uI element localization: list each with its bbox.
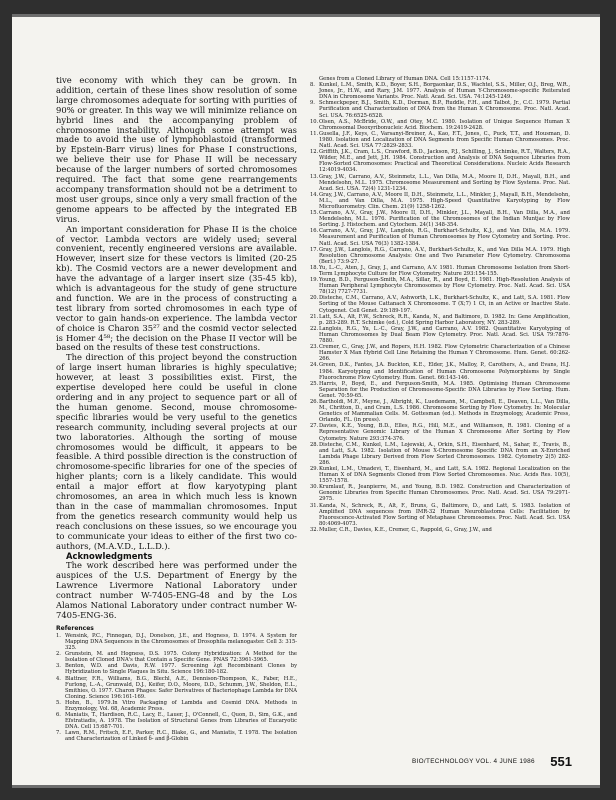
reference-number: 27.: [310, 423, 319, 430]
page-footer: [412, 754, 572, 770]
reference-number: 20.: [310, 295, 319, 302]
body-paragraph: An important consideration for Phase II is the choice of vector. Lambda vectors are widely used; several convenient, recently engineered versions are available. However, insert size for these vectors is limited (20-25 kb). The Cosmid vectors are a newer development and have the advantage of a larger insert size (35-45 kb), which is advantageous for the study of gene structure and function. We are in the process of constructing a test library from sorted chromosomes in each type of vector to gain hands-on experience. The lambda vector of choice is Charon 35²⁷ and the cosmid vector selected is Homer 4⁵⁸; the decision on the Phase II vector will be based on the results of these test constructions.: [56, 223, 297, 353]
reference-text: Schmeckpeper, B.J., Smith, K.D., Dorman, B.P., Ruddle, F.H., and Talbot, Jr., C.C. 1979. Partial Purification and Characterization of DNA from the Human X Chromosome. Proc. Natl. Acad. Sci. USA. 76:6525-6528.: [319, 100, 570, 119]
reference-number: 21.: [310, 313, 319, 320]
scan-edge-bottom: [12, 785, 600, 788]
reference-item: [56, 712, 297, 730]
reference-text: Krumlauf, R., Jeanpierre, M., and Young, B.D. 1982. Construction and Characterization of Genomic Libraries from Specific Human Chromosomes. Proc. Natl. Acad. Sci. USA 79:2971-2975.: [319, 484, 570, 503]
reference-text: Carrano, A.V., Gray, J.W., Langlois, R.G., Burkhart-Schultz, K.J., and Van Dilla, M.A. 1979. Measurement and Purification of Human Chromosomes by Flow Cytometry and Sorting. Proc. Natl. Acad. Sci. USA 76(3) 1382-1384.: [319, 228, 570, 247]
reference-item: [310, 228, 570, 246]
reference-item: [310, 527, 570, 533]
reference-text: Grunstein, M. and Hogness, D.S. 1975. Colony Hybridization: A Method for the Isolation of Cloned DNA's that Contain a Specific Gene. PNAS 72:3961-3965.: [65, 651, 297, 664]
reference-number: 18.: [310, 264, 319, 271]
reference-number: 10.: [310, 118, 319, 125]
reference-item: [310, 295, 570, 313]
reference-number: 3.: [56, 663, 61, 670]
right-column: [310, 76, 570, 533]
reference-item: [310, 131, 570, 149]
reference-text: Benton, W.D. and Davis, R.W. 1977. Screening λgt Recombinant Clones by Hybridization to Single Plaques In Situ. Science 196:180-182.: [65, 663, 297, 676]
scanned-page: [12, 14, 600, 788]
references-list-left: [56, 633, 297, 743]
reference-number: 14.: [310, 191, 319, 198]
reference-item: [56, 730, 297, 742]
reference-text: Wensink, P.C., Finnegan, D.J., Donelson, J.E., and Hogness, D. 1974. A System for Mapping DNA Sequences in the Chromosomes of Drosophila melanogaster. Cell 3: 315-325.: [65, 632, 297, 652]
reference-text: Gray, J.W., Carrano, A.V., Steinmetz, L.L., Van Dilla, M.A., Moore II, D.H., Mayall, B.H., and Mendelsohn, M.L. 1975. Chromosome Measurement and Sorting by Flow Systems. Proc. Nat. Acad. Sci. USA. 72(4) 1231-1234.: [319, 173, 570, 192]
reference-number: 22.: [310, 325, 319, 332]
reference-number: 16.: [310, 228, 319, 235]
reference-text: Lawn, R.M., Fritsch, E.F., Parker, R.C., Blake, G., and Maniatis, T. 1978. The Isolation and Characterization of Linked δ- and β-Globin: [65, 730, 297, 743]
reference-text: Harris, P., Boyd, E., and Ferguson-Smith, M.A. 1985. Optimising Human Chromosome Separation for the Production of Chromosome-Specific DNA Libraries by Flow Sorting. Hum. Genet. 70:59-65.: [319, 380, 570, 399]
reference-number: 15.: [310, 210, 319, 217]
reference-text: Kunkel, L.M., Smith, K.D., Boyer, S.H., Borgaonkar, D.S., Wachtel, S.S., Miller, O.J., Breg, W.R., Jones, Jr., H.W., and Rary, J.M. 1977. Analysis of Human Y-Chromosome-specific Reiterated DNA in Chromosome Variants. Proc. Natl. Acad. Sci. USA. 74:1245-1249.: [319, 82, 570, 101]
reference-text: Kunkel, L.M., Umadevi, T., Eisenhard, M., and Latt, S.A. 1982. Regional Localization on the Human X of DNA Segments Cloned from Flow Sorted Chromosomes. Nuc. Acids Res. 10(5), 1557-1578.: [319, 466, 570, 485]
reference-text: Disteche, C.M., Kunkel, L.M., Lojewski, A., Orkin, S.H., Eisenhard, M., Sahar, E., Travis, B., and Latt, S.A. 1982. Isolation of Mouse X-Chromosome Specific DNA from an X-Enriched Lambda Phage Library Derived from Flow Sorted Chromosomes. 1982. Cytometry 2(5) 282-286.: [319, 441, 570, 466]
reference-number: 25.: [310, 380, 319, 387]
references-heading: References: [56, 624, 94, 632]
reference-number: 12.: [310, 149, 319, 156]
reference-item: [310, 210, 570, 228]
reference-number: 23.: [310, 344, 319, 351]
reference-item: [56, 633, 297, 651]
reference-number: 6.: [56, 712, 61, 719]
reference-text: Blattner, F.R., Williams, B.G., Blechl, A.E., Dennison-Thompson, K., Faber, H.E., Furlong, L.-A., Grunwald, D.J., Keifer, D.O., Moore, D.D., Schumm, J.W., Sheldon, E.L., Smithies, O. 1977. Charon Phages: Safer Derivatives of Bacteriophage Lambda for DNA Cloning. Science 196:161-169.: [65, 675, 297, 700]
reference-item: [56, 663, 297, 675]
body-paragraph: tive economy with which they can be grown. In addition, certain of these lines show resolution of some large chromosomes adequate for sorting with purities of 90% or greater. In this way we will minimize reliance on hybrid lines and the accompanying problem of chromosome instability. Although some attempt was made to avoid the use of lymphoblastoid (transformed by Epstein-Barr virus) lines for Phase I constructions, we believe their use for Phase II will be necessary because of the larger numbers of sorted chromosomes required. The fact that some gene rearrangements accompany transformation should not be a detriment to most user groups, since only a very small fraction of the genome appears to be affected by the integrated EB virus.: [56, 76, 297, 224]
reference-text: Latt, S.A., Alt, F.W., Schreck, R.R., Kanda, N., and Baltimore, D. 1982. In: Gene Amplification, p. 283-289. R.T. Schimke (ed.), Cold Spring Harbor Laboratory, NY. 283-289.: [319, 313, 570, 326]
reference-number: 8.: [310, 82, 315, 89]
reference-item: [310, 100, 570, 118]
body-text: [56, 76, 297, 621]
reference-number: 28.: [310, 441, 319, 448]
reference-item: [310, 265, 570, 277]
reference-item: [310, 314, 570, 326]
reference-text: Olsen, A.S., McBride, O.W., and Otey, M.C. 1980. Isolation of Unique Sequence Human X Chromosomal Deoxyribonucleic Acid. Biochem. 19:2419-2428.: [319, 118, 570, 131]
reference-number: 24.: [310, 362, 319, 369]
reference-text: Bartholdi, M.F., Meyne, J., Albright, K., Luedemann, M., Campbell, E., Deaven, L.L., Van Dilla, M., Chritton, D., and Cram, L.S. 1986. Chromosome Sorting by Flow Cytometry. In: Molecular Genetics of Mammalian Cells. M. Gottesman (ed.). Methods in Enzymology, Academic Press, Orlando, FL. (in press).: [319, 398, 570, 424]
reference-text: Disteche, C.M., Carrano, A.V., Ashworth, L.K., Burkhart-Schultz, K., and Latt, S.A. 1981. Flow Sorting of the Mouse Cattanach X Chromosome. T (X;7) 1 Ct, in an Active or Inactive State. Cytogenet. Cell Genet. 29:189-197.: [319, 295, 570, 314]
reference-item: [310, 484, 570, 502]
reference-text: Davies, K.E., Young, B.D., Elles, R.G., Hill, M.E., and Williamson, R. 1981. Cloning of a Representative Genomic Library of the Human X Chromosome After Sorting by Flow Cytometry. Nature 293:374-376.: [319, 423, 570, 442]
reference-number: 26.: [310, 398, 319, 405]
reference-number: 11.: [310, 130, 319, 137]
reference-text: Muller, C.R., Davies, K.E., Cremer, C., Rappold, G., Gray, J.W., and: [319, 526, 492, 533]
reference-item: [310, 399, 570, 423]
reference-number: 7.: [56, 730, 61, 737]
reference-text: Green, D.K., Fantes, J.A. Buckton, K.E., Elder, J.K., Malloy, P., Carothers, A., and Evans, H.J. 1984. Karyotyping and Identification of Human Chromosome Polymorphisms by Single Fluorochrome Flow Cytometry. Hum. Genet. 66:143-146.: [319, 362, 570, 381]
reference-item: [310, 381, 570, 399]
reference-number: 2.: [56, 651, 61, 658]
reference-number: 17.: [310, 246, 319, 253]
journal-footer: BIO/TECHNOLOGY VOL. 4 JUNE 1986: [412, 758, 535, 765]
body-paragraph: The direction of this project beyond the construction of large insert human libraries is highly speculative; however, at least 3 possibilities exist. First, the expertise developed here could be useful in clone ordering and in any project to sequence part or all of the human genome. Second, mouse chromosome-specific libraries would be very useful to the genetics research community, including several projects at our two laboratories. Although the sorting of mouse chromosomes would be difficult, it appears to be feasible. A third possible direction is the construction of chromosome-specific libraries for one of the species of higher plants; corn is a likely candidate. This would entail a major effort at flow karyotyping plant chromosomes, an area in which much less is known than in the case of mammalian chromosomes. Input from the genetics research community would help us reach conclusions on these issues, so we encourage you to communicate your ideas to either of the first two co-authors, (M.A.V.D., L.L.D.).: [56, 352, 297, 551]
reference-text: Genes from a Cloned Library of Human DNA. Cell 15:1157-1174.: [319, 76, 491, 82]
reference-number: 32.: [310, 526, 319, 533]
reference-number: 30.: [310, 484, 319, 491]
reference-text: Carrano, A.V., Gray, J.W., Moore II, D.H., Minkler, J.L., Mayall, B.H., Van Dilla, M.A., and Mendelsohn, M.L. 1976. Purification of the Chromosomes of the Indian Muntjac by Flow Sorting. J. Histochem. and Cytochem. 24(1) 348-354.: [319, 210, 570, 229]
reference-number: 4.: [56, 675, 61, 682]
reference-item: [56, 651, 297, 663]
reference-text: Griffith, J.K., Cram, L.S., Crawford, B.D., Jackson, P.J., Schilling, J., Schimke, R.T., Walters, R.A., Wilder, M.E., and Jett, J.H. 1984. Construction and Analysis of DNA Sequence Libraries from Flow-Sorted Chromosomes: Practical and Theoretical Considerations. Nucleic Acids Research 12:4019-4034.: [319, 149, 570, 174]
reference-item: [310, 174, 570, 192]
left-column: [56, 76, 297, 743]
reference-item: [310, 466, 570, 484]
reference-number: 1.: [56, 632, 61, 639]
reference-item: [310, 326, 570, 344]
reference-number: 29.: [310, 466, 319, 472]
reference-item: [310, 442, 570, 466]
reference-text: Gusella, J.F., Keys, C., Varsanyi-Breiner, A., Kao, F.T., Jones, C., Puck, T.T., and Housman, D. 1980. Isolation and Localization of DNA Segments from Specific Human Chromosomes. Proc. Natl. Acad. Sci. USA 77:2829-2833.: [319, 130, 570, 150]
reference-item: [56, 676, 297, 700]
reference-number: 13.: [310, 173, 319, 180]
reference-number: 19.: [310, 277, 319, 284]
reference-item: [310, 192, 570, 210]
reference-text: Gray, J.W., Carrano, A.V., Moore II, D.H., Steinmetz, L.L., Minkler, J., Mayall, B.H., Mendelsohn, M.L., and Van Dilla, M.A. 1975. High-Speed Quantitative Karyotyping by Flow Microfluorometry. Clin. Chem. 21(9) 1258-1262.: [319, 191, 570, 210]
reference-item: [310, 423, 570, 441]
reference-item: [310, 503, 570, 527]
reference-item: [310, 119, 570, 131]
reference-number: 31.: [310, 502, 319, 509]
reference-item: [310, 82, 570, 100]
reference-number: 5.: [56, 699, 61, 706]
page-number: 551: [550, 754, 572, 769]
reference-item: [310, 247, 570, 265]
acknowledgments-text: The work described here was performed under the auspices of the U.S. Department of Energy by the Lawrence Livermore National Laboratory under contract number W-7405-ENG-48 and by the Los Alamos National Laboratory under contract number W-7405-ENG-36.: [56, 560, 297, 620]
reference-item: [310, 149, 570, 173]
reference-text: Langlois, R.G., Yu, L.-C., Gray, J.W., and Carrano, A.V. 1982. Quantitative Karyotyping of Human Chromosomes by Dual Beam Flow Cytometry. Proc. Natl. Acad. Sci. USA 79:7876-7880.: [319, 325, 570, 345]
reference-text: Gray, J.W., Langlois, R.G., Carrano, A.V., Burkhart-Schultz, K., and Van Dilla M.A. 1979. High Resolution Chromosome Analysis: One and Two Parameter Flow Cytometry. Chromosoma (Berl.) 73:9-27.: [319, 246, 570, 265]
acknowledgments-heading: Acknowledgments: [66, 550, 153, 561]
reference-item: [310, 277, 570, 295]
reference-number: 9.: [310, 100, 315, 107]
reference-item: [56, 700, 297, 712]
reference-text: Cremer, C., Gray, J.W., and Ropers, H.H. 1982. Flow Cytometric Characterization of a Chinese Hamster X Man Hybrid Cell Line Retaining the Human Y Chromosome. Hum. Genet. 60:262-266.: [319, 344, 570, 363]
reference-item: [310, 362, 570, 380]
references-list-right: [310, 76, 570, 533]
reference-text: Maniatis, T., Hardison, R.C., Lacy, E., Lauer, J., O'Connell, C., Quon, D., Sim, G.K., and Efstratiadis, A. 1978. The Isolation of Structural Genes from Libraries of Eucaryotic DNA. Cell 15:687-701.: [65, 712, 297, 731]
reference-item: [310, 344, 570, 362]
reference-text: Kanda, N., Schreck, R., Alt, F., Bruns, G., Baltimore, D., and Latt, S. 1983. Isolation of Amplified DNA sequences from IMR-32 Human Neuroblastoma Cells: Facilitation by Fluorescence-Activated Flow Sorting of Metaphase Chromosomes. Proc. Natl. Acad. Sci. USA 80:4069-4073.: [319, 502, 570, 527]
reference-text: Yu, L.-C., Aten, J., Gray, J., and Carrano, A.V. 1981. Human Chromosome Isolation from Short-Term Lymphocyte Culture for Flow Cytometry. Nature 293:154-155.: [319, 264, 570, 277]
reference-text: Hohn, B., 1979.In Vitro Packaging of Lambda and Cosmid DNA. Methods in Enzymology, Vol. 68, Academic Press.: [65, 699, 297, 712]
reference-text: Young, B.D., Ferguson-Smith, M.A., Sillar, R., and Boyd, E. 1981. High-Resolution Analysis of Human Peripheral Lymphocyte Chromosomes by Flow Cytometry. Proc. Natl. Acad. Sci. USA 78(12) 7727-7731.: [319, 277, 570, 296]
scan-edge-top: [12, 14, 600, 17]
